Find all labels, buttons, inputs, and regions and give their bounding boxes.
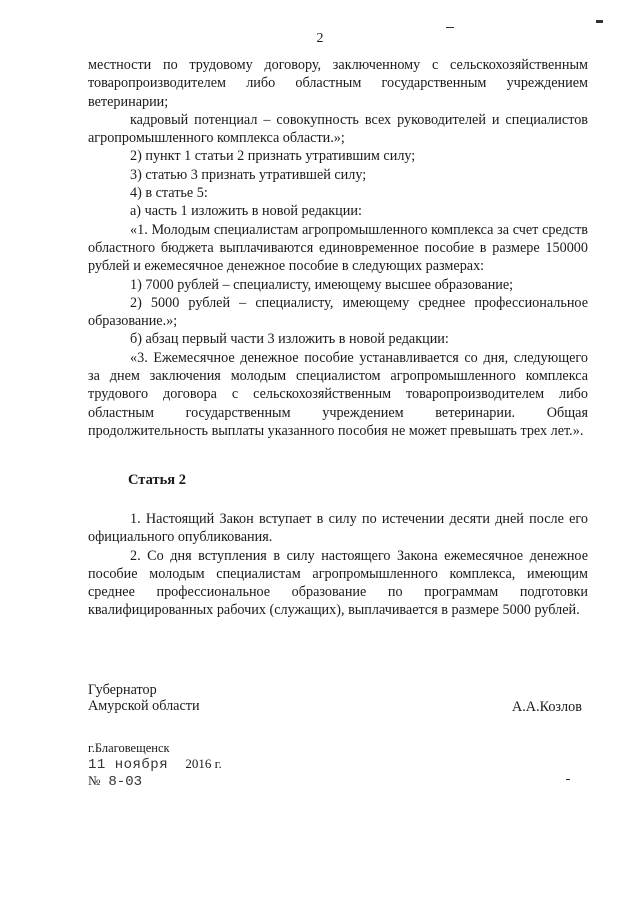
paragraph: 1. Настоящий Закон вступает в силу по истечении десяти дней после его официального опубликования. — [88, 511, 588, 546]
date-day-month: 11 ноября — [88, 757, 169, 773]
paragraph: 4) в статье 5: — [130, 185, 208, 202]
law-number — [88, 773, 142, 790]
article-2-body — [88, 510, 588, 620]
signature-title — [88, 682, 200, 714]
paragraph: местности по трудовому договору, заключенному с сельскохозяйственным товаропроизводителем либо областным государственным учреждением ветеринарии; — [88, 57, 588, 110]
page-number: 2 — [316, 31, 324, 46]
signature-title-line1: Губернатор — [88, 682, 157, 698]
paragraph: 1) 7000 рублей – специалисту, имеющему высшее образование; — [130, 276, 514, 293]
scan-mark — [446, 27, 454, 28]
number-value: 8-03 — [108, 774, 143, 790]
signature-name: А.А.Козлов — [512, 699, 582, 715]
paragraph: а) часть 1 изложить в новой редакции: — [130, 203, 362, 220]
number-label: № — [88, 773, 101, 788]
signing-date — [88, 756, 222, 773]
article-1-body — [88, 56, 588, 440]
article-2-heading: Статья 2 — [128, 472, 186, 488]
scan-mark — [566, 779, 570, 780]
paragraph: «3. Ежемесячное денежное пособие устанавливается со дня, следующего за днем заключения молодым специалистом агропромышленного комплекса трудового договора с сельскохозяйственным товаропроизводителем либо областным государственным учреждением ветеринарии. Общая продолжительность выплаты указанного пособия не может превышать трех лет.». — [88, 349, 588, 439]
scan-mark — [596, 20, 603, 23]
paragraph: 3) статью 3 признать утратившей силу; — [130, 166, 367, 183]
paragraph: «1. Молодым специалистам агропромышленного комплекса за счет средств областного бюджета выплачиваются единовременное пособие в размере 150000 рублей и ежемесячное денежное пособие в следующих размерах: — [88, 221, 588, 275]
paragraph: 2) пункт 1 статьи 2 признать утратившим силу; — [130, 148, 416, 165]
signing-place: г.Благовещенск — [88, 741, 170, 755]
paragraph: кадровый потенциал – совокупность всех руководителей и специалистов агропромышленного комплекса области.»; — [88, 111, 588, 147]
signature-title-line2: Амурской области — [88, 698, 200, 714]
date-year: 2016 г. — [185, 756, 222, 771]
paragraph: 2) 5000 рублей – специалисту, имеющему среднее профессиональное образование.»; — [88, 294, 588, 330]
paragraph: б) абзац первый части 3 изложить в новой редакции: — [130, 331, 449, 348]
paragraph: 2. Со дня вступления в силу настоящего Закона ежемесячное денежное пособие молодым специалистам агропромышленного комплекса, имеющим среднее профессиональное образование по программам подготовки квалифицированных рабочих (служащих), выплачивается в размере 5000 рублей. — [88, 547, 588, 619]
